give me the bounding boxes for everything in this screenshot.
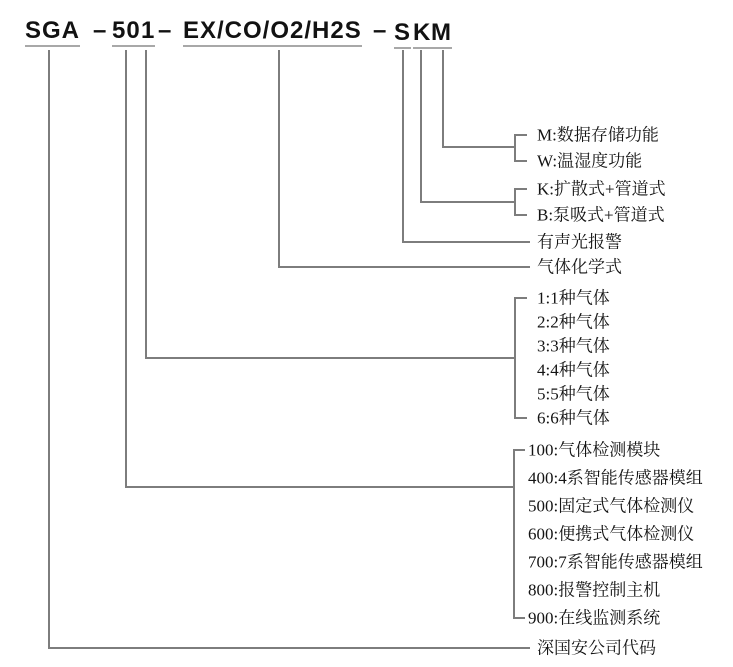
- bracket-function-tick-bottom: [514, 160, 527, 162]
- label-gas-count-1: 1:1种气体: [537, 288, 610, 308]
- label-series-400: 400:4系智能传感器模组: [528, 468, 703, 488]
- model-segment-letter-k: K: [413, 20, 431, 49]
- label-function-w: W:温湿度功能: [537, 151, 643, 171]
- bracket-gas-count-tick-top: [514, 297, 527, 299]
- model-segment-series-digits: 50: [112, 18, 141, 47]
- bracket-series-tick-top: [513, 449, 525, 451]
- label-chemical-formula: 气体化学式: [537, 257, 622, 277]
- label-gas-count-4: 4:4种气体: [537, 360, 610, 380]
- label-series-800: 800:报警控制主机: [528, 580, 661, 600]
- bracket-gas-count-vertical: [514, 297, 516, 419]
- bracket-sampling-vertical: [514, 188, 516, 216]
- model-segment-company-code: SGA: [25, 18, 80, 47]
- model-dash-1: –: [93, 17, 108, 44]
- bracket-gas-count-tick-bottom: [514, 417, 527, 419]
- bracket-function-vertical: [514, 134, 516, 162]
- line-function-vertical: [442, 50, 444, 147]
- model-segment-letter-s: S: [394, 20, 411, 49]
- line-gas-count-horizontal: [145, 357, 515, 359]
- label-company-code: 深国安公司代码: [537, 638, 656, 658]
- bracket-series-tick-bottom: [513, 617, 525, 619]
- model-segment-letter-m: M: [431, 20, 452, 49]
- line-series-vertical: [125, 50, 127, 487]
- model-segment-gas-count-digit: 1: [141, 18, 155, 47]
- label-series-900: 900:在线监测系统: [528, 608, 661, 628]
- bracket-sampling-tick-bottom: [514, 214, 527, 216]
- line-alarm-horizontal: [402, 241, 530, 243]
- label-alarm: 有声光报警: [537, 232, 622, 252]
- line-series-horizontal: [125, 486, 514, 488]
- bracket-sampling-tick-top: [514, 188, 527, 190]
- line-company-vertical: [48, 50, 50, 648]
- bracket-series-vertical: [513, 449, 515, 619]
- label-gas-count-6: 6:6种气体: [537, 408, 610, 428]
- model-segment-gas-formula: EX/CO/O2/H2S: [183, 18, 362, 47]
- label-gas-count-3: 3:3种气体: [537, 336, 610, 356]
- line-formula-vertical: [278, 50, 280, 267]
- label-sampling-b: B:泵吸式+管道式: [537, 205, 665, 225]
- label-series-600: 600:便携式气体检测仪: [528, 524, 695, 544]
- bracket-function-tick-top: [514, 134, 527, 136]
- label-series-700: 700:7系智能传感器模组: [528, 552, 703, 572]
- line-alarm-vertical: [402, 50, 404, 242]
- line-function-horizontal: [442, 146, 514, 148]
- label-series-100: 100:气体检测模块: [528, 440, 661, 460]
- label-gas-count-5: 5:5种气体: [537, 384, 610, 404]
- line-gas-count-vertical: [145, 50, 147, 358]
- label-sampling-k: K:扩散式+管道式: [537, 179, 666, 199]
- line-sampling-horizontal: [420, 201, 514, 203]
- line-company-horizontal: [48, 647, 530, 649]
- label-gas-count-2: 2:2种气体: [537, 312, 610, 332]
- model-dash-2: –: [158, 17, 173, 44]
- line-formula-horizontal: [278, 266, 530, 268]
- line-sampling-vertical: [420, 50, 422, 202]
- model-dash-3: –: [373, 17, 388, 44]
- label-series-500: 500:固定式气体检测仪: [528, 496, 695, 516]
- label-function-m: M:数据存储功能: [537, 125, 659, 145]
